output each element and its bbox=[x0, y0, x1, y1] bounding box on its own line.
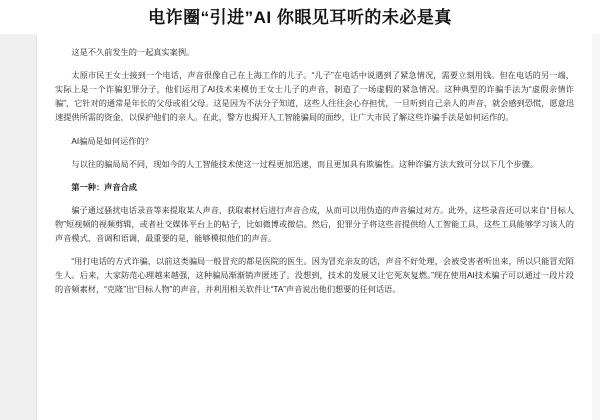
paragraph: 与以往的骗局局不同，现如今的人工智能技术使这一过程更加迅速，而且更加具有欺骗性。这种诈骗方法大致可分以下几个步骤。 bbox=[71, 159, 539, 169]
section-heading: 第一种：声音合成 bbox=[71, 182, 137, 192]
paragraph: 这是不久前发生的一起真实案例。 bbox=[71, 48, 195, 57]
section-question: AI骗局是如何运作的？ bbox=[71, 136, 153, 146]
paragraph: 太原市民王女士接到一个电话，声音很像自己在上海工作的儿子。“儿子”在电话中说遇到了紧急情况，需要立刻用钱。但在电话的另一端，实际上是一个诈骗犯罪分子，他们运用了AI技术来模仿王女士儿子的声音，制造了一场虚假的紧急情况。这种典型的诈骗手法为“虚假亲情诈骗”，它针对的通常是年长的父母或祖父母。这是因为不法分子知道，这些人往往会心存担忧，一旦听到自己亲人的声音，就会感到恐慌，愿意迅速提供所需的资金，以保护他们的亲人。在此，警方也揭开人工智能骗局的面纱，让广大市民了解这些诈骗手法是如何运作的。 bbox=[55, 71, 574, 123]
paragraph: “用打电话的方式诈骗，以前这类骗局一般冒充的都是医院的医生。因为冒充亲友的话，声音不好处理，会被受害者听出来，所以只能冒充陌生人。后来，大家防范心理越来越强，这种骗局渐渐销声匿迹了。没想到，技术的发展又让它死灰复燃。”现在使用AI技术骗子可以通过一段片段的音频素材，“克隆”出“目标人物”的声音，并利用相关软件让“TA”声音说出他们想要的任何话语。 bbox=[55, 257, 574, 295]
article-body bbox=[37, 34, 592, 420]
left-margin-rail bbox=[0, 34, 37, 420]
paragraph: 骗子通过骚扰电话录音等来提取某人声音，获取素材后进行声音合成，从而可以用伪造的声音骗过对方。此外，这些录音还可以来自“目标人物”短视频的视频剪辑，或者社交媒体平台上的帖子，比如微博或微信。然后，犯罪分子将这些音提供给人工智能工具，这些工具能够学习该人的声音模式、音调和语调，最重要的是，能够模拟他们的声音。 bbox=[55, 205, 574, 244]
page-title: 电诈圈“引进”AI 你眼见耳听的未必是真 bbox=[148, 7, 452, 27]
right-margin-rail bbox=[592, 34, 600, 420]
article-header bbox=[0, 0, 600, 35]
